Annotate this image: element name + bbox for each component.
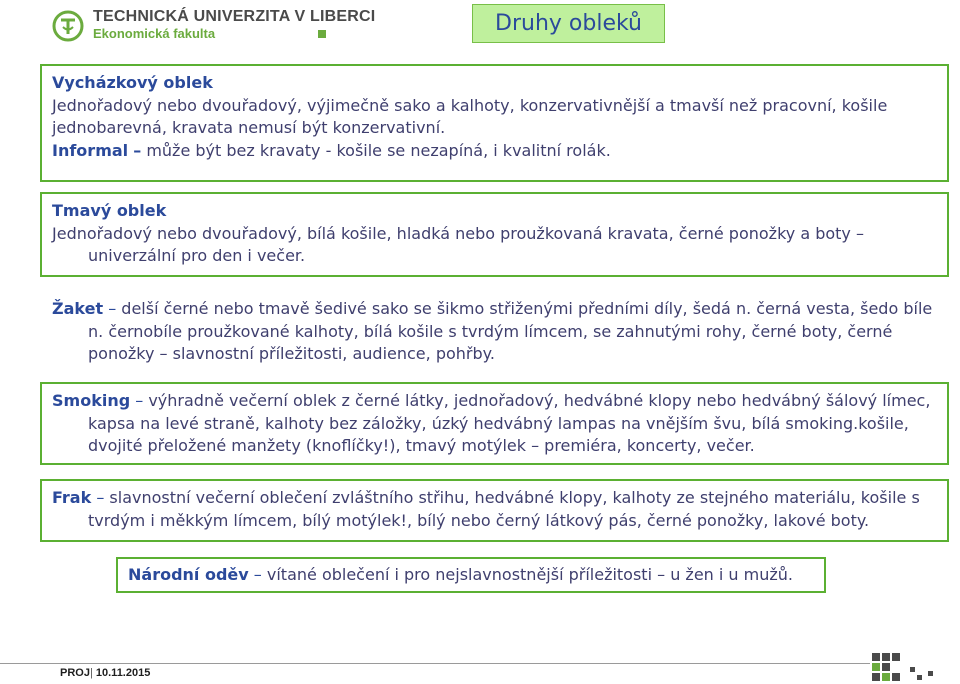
logo-square-icon — [318, 30, 326, 38]
section-dash: – — [91, 488, 110, 507]
smoking-paragraph — [52, 390, 937, 458]
section-title: Smoking — [52, 391, 131, 410]
footer — [60, 667, 150, 679]
section-text: slavnostní večerní oblečení zvláštního střihu, hedvábné klopy, kalhoty ze stejného materiálu, košile s tvrdým i měkkým límcem, bílý motýlek!, bílý nebo černý látkový pás, černé ponožky, lakové boty. — [88, 488, 920, 530]
footer-divider — [0, 663, 870, 664]
section-title: Národní oděv — [128, 565, 249, 584]
section-text: výhradně večerní oblek z černé látky, jednořadový, hedvábné klopy nebo hedvábný šálový límec, kapsa na levé straně, kalhoty bez záložky, úzký hedvábný lampas na vnějším švu, bílá smoking.košile, dvojité přeložené manžety (knoflíčky!), tmavý motýlek – premiéra, koncerty, večer. — [88, 391, 931, 455]
informal-dash: – — [133, 140, 142, 160]
section-vychazkovy — [40, 64, 949, 182]
section-dash: – — [130, 391, 149, 410]
section-title: Žaket — [52, 299, 104, 318]
informal-line — [52, 140, 937, 163]
section-zaket — [52, 298, 942, 366]
faculty-name: Ekonomická fakulta — [93, 26, 216, 41]
section-title: Frak — [52, 488, 92, 507]
university-emblem-icon — [52, 10, 84, 42]
narodni-paragraph — [128, 564, 814, 587]
decorative-squares-icon — [870, 651, 960, 684]
section-text: vítané oblečení i pro nejslavnostnější příležitosti – u žen i u mužů. — [266, 565, 793, 584]
slide-title: Druhy obleků — [472, 4, 665, 43]
section-dash: – — [248, 565, 267, 584]
section-frak — [40, 479, 949, 542]
section-title: Tmavý oblek — [52, 201, 167, 220]
section-smoking — [40, 382, 949, 465]
zaket-paragraph — [52, 298, 942, 366]
university-name: TECHNICKÁ UNIVERZITA V LIBERCI — [93, 8, 376, 25]
section-tmavy — [40, 192, 949, 277]
informal-title: Informal — [52, 140, 129, 160]
frak-paragraph — [52, 487, 937, 532]
footer-label: PROJ — [60, 667, 90, 679]
section-dash: – — [103, 299, 122, 318]
section-narodni — [116, 557, 826, 593]
section-text: delší černé nebo tmavě šedivé sako se šikmo střiženými předními díly, šedá n. černá vesta, šedo bíle n. černobíle proužkované kalhoty, bílá košile s tvrdým límcem, se zahnutými rohy, černé boty, černé ponožky – slavnostní příležitosti, audience, pohřby. — [88, 299, 933, 363]
section-text: Jednořadový nebo dvouřadový, bílá košile, hladká nebo proužkovaná kravata, černé ponožky a boty – univerzální pro den i večer. — [52, 223, 864, 265]
footer-date: 10.11.2015 — [95, 667, 151, 679]
section-text: Jednořadový nebo dvouřadový, výjimečně sako a kalhoty, konzervativnější a tmavší než pracovní, košile jednobarevná, kravata nemusí být konzervativní. — [52, 95, 888, 137]
section-title: Vycházkový oblek — [52, 73, 213, 92]
footer-separator: | — [89, 667, 93, 679]
informal-text: může být bez kravaty - košile se nezapíná, i kvalitní rolák. — [141, 140, 611, 160]
